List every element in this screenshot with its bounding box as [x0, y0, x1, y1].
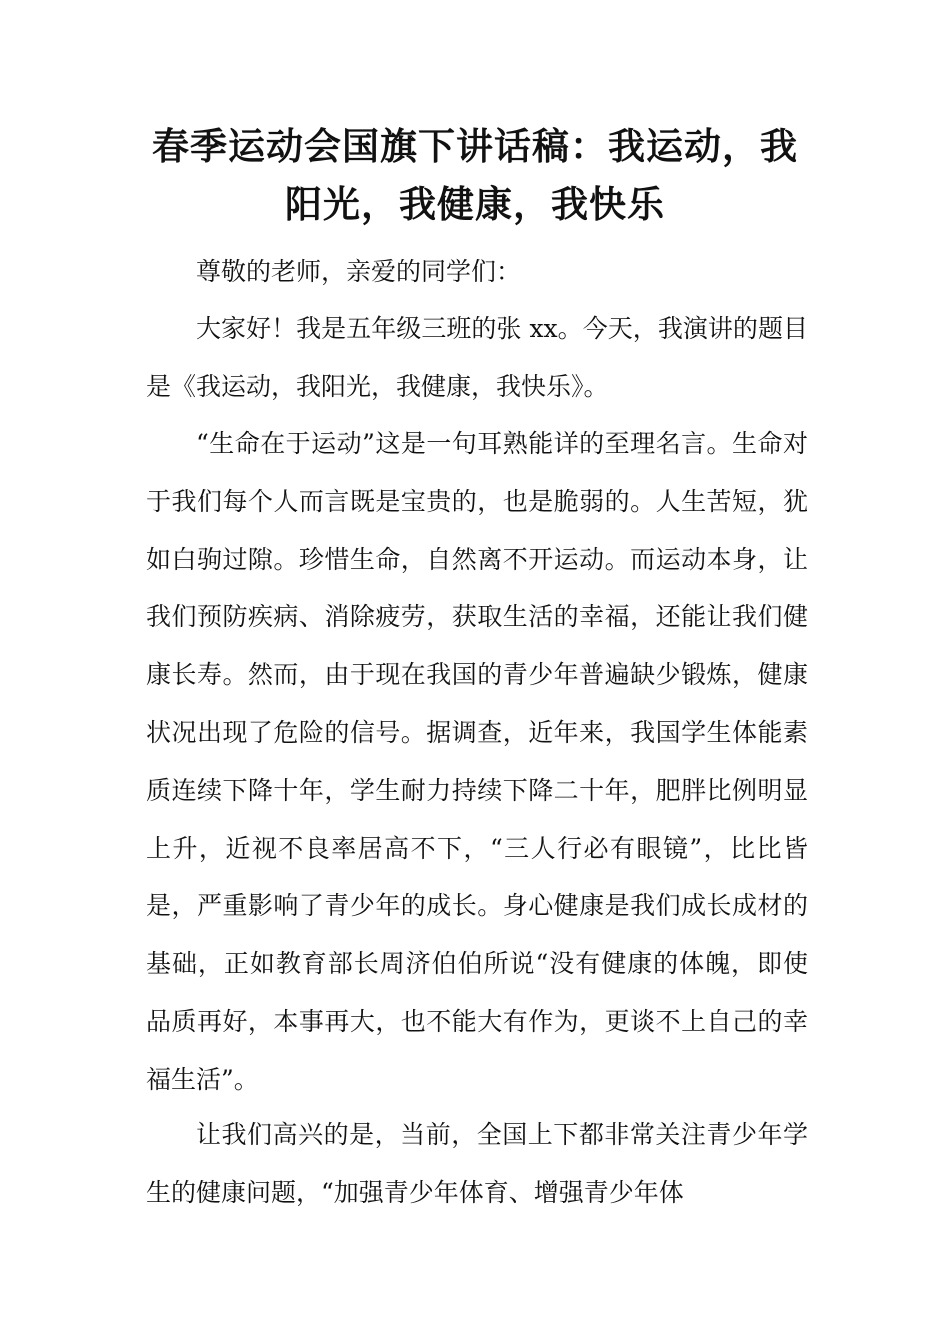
main-paragraph: “生命在于运动”这是一句耳熟能详的至理名言。生命对于我们每个人而言既是宝贵的，也是脆弱的。人生苦短，犹如白驹过隙。珍惜生命，自然离不开运动。而运动本身，让我们预防疾病、消除疲劳，获取生活的幸福，还能让我们健康长寿。然而，由于现在我国的青少年普遍缺少锻炼，健康状况出现了危险的信号。据调查，近年来，我国学生体能素质连续下降十年，学生耐力持续下降二十年，肥胖比例明显上升，近视不良率居高不下，“三人行必有眼镜”，比比皆是，严重影响了青少年的成长。身心健康是我们成长成材的基础，正如教育部长周济伯伯所说“没有健康的体魄，即使品质再好，本事再大，也不能大有作为，更谈不上自己的幸福生活”。 [146, 429, 808, 1094]
intro-paragraph: 大家好！我是五年级三班的张 xx。今天，我演讲的题目是《我运动，我阳光，我健康，我快乐》。 [146, 314, 808, 401]
salutation-paragraph: 尊敬的老师，亲爱的同学们： [196, 257, 522, 286]
document-title-line-2: 阳光，我健康，我快乐 [285, 183, 665, 226]
closing-paragraph: 让我们高兴的是，当前，全国上下都非常关注青少年学生的健康问题，“加强青少年体育、增强青少年体 [146, 1120, 808, 1207]
document-title-line-1: 春季运动会国旗下讲话稿：我运动，我 [152, 125, 798, 168]
